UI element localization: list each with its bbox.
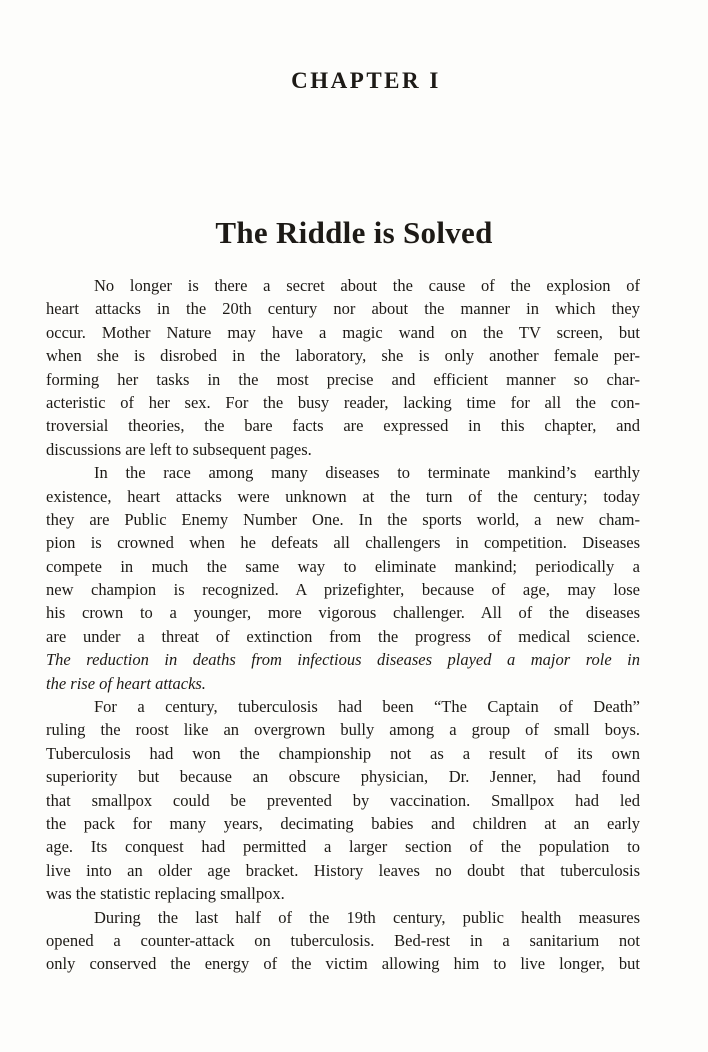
paragraph-3-line-3: Tuberculosis had won the championship not as a result of its own [46,743,640,763]
paragraph-2-line-5: compete in much the same way to eliminate mankind; periodically a [46,556,640,576]
paragraph-3-line-9: was the statistic replacing smallpox. [46,884,285,904]
paragraph-2-line-2: existence, heart attacks were unknown at the turn of the century; today [46,486,640,506]
paragraph-1-line-2: heart attacks in the 20th century nor about the manner in which they [46,299,640,319]
paragraph-2-line-10: the rise of heart attacks. [46,673,206,693]
paragraph-2-line-1: In the race among many diseases to terminate mankind’s earthly [94,463,640,483]
paragraph-3-line-7: age. Its conquest had permitted a larger section of the population to [46,837,640,857]
paragraph-1-line-4: when she is disrobed in the laboratory, she is only another female per- [46,346,640,366]
paragraph-1-line-6: acteristic of her sex. For the busy reader, lacking time for all the con- [46,392,640,412]
body-text [46,274,640,976]
paragraph-3-line-8: live into an older age bracket. History leaves no doubt that tuberculosis [46,860,640,880]
paragraph-1-line-1: No longer is there a secret about the cause of the explosion of [94,276,640,295]
paragraph-2-line-8: are under a threat of extinction from the progress of medical science. [46,626,640,646]
paragraph-1-line-5: forming her tasks in the most precise and efficient manner so char- [46,369,640,389]
paragraph-4-line-1: During the last half of the 19th century, public health measures [94,907,640,927]
paragraph-3-line-2: ruling the roost like an overgrown bully among a group of small boys. [46,720,640,740]
paragraph-2-line-6: new champion is recognized. A prizefighter, because of age, may lose [46,580,640,600]
paragraph-2-line-9: The reduction in deaths from infectious diseases played a major role in [46,650,640,670]
paragraph-3-line-1: For a century, tuberculosis had been “The Captain of Death” [94,697,640,717]
paragraph-2-line-7: his crown to a younger, more vigorous challenger. All of the diseases [46,603,640,623]
chapter-heading: CHAPTER I [291,68,441,93]
paragraph-2-line-4: pion is crowned when he defeats all challengers in competition. Diseases [46,533,640,553]
paragraph-3-line-4: superiority but because an obscure physician, Dr. Jenner, had found [46,767,640,787]
paragraph-4-line-3: only conserved the energy of the victim allowing him to live longer, but [46,954,640,974]
paragraph-1-line-8: discussions are left to subsequent pages. [46,439,312,459]
page-title: The Riddle is Solved [215,215,493,250]
paragraph-1-line-7: troversial theories, the bare facts are expressed in this chapter, and [46,416,640,436]
paragraph-4-line-2: opened a counter-attack on tuberculosis. Bed-rest in a sanitarium not [46,930,640,950]
paragraph-2-line-3: they are Public Enemy Number One. In the sports world, a new cham- [46,509,640,529]
paragraph-1-line-3: occur. Mother Nature may have a magic wand on the TV screen, but [46,322,640,342]
paragraph-3-line-5: that smallpox could be prevented by vaccination. Smallpox had led [46,790,640,810]
paragraph-3-line-6: the pack for many years, decimating babies and children at an early [46,813,640,833]
